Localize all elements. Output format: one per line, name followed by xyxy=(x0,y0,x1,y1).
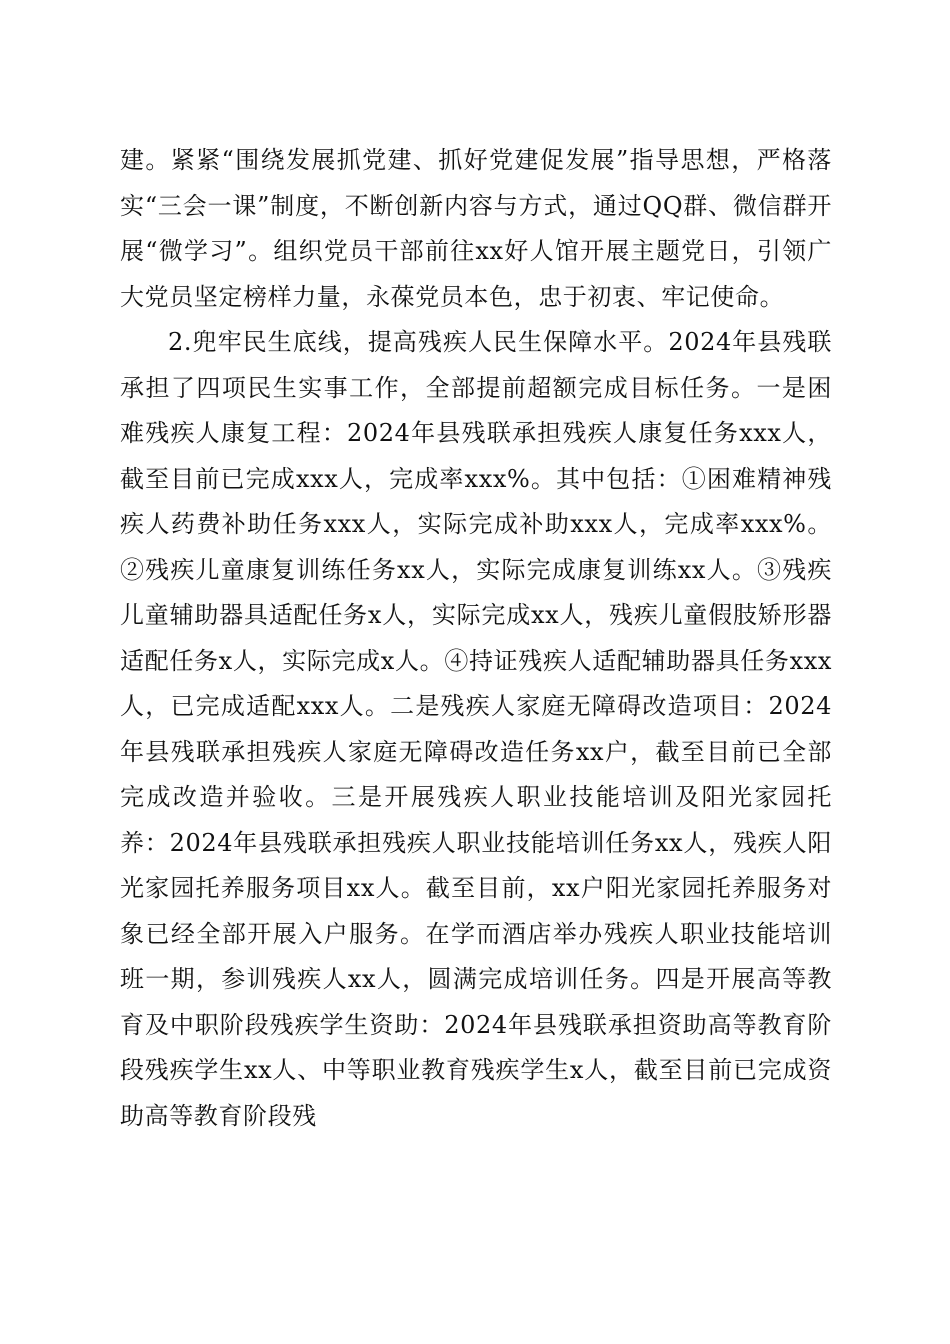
paragraph-party-building-continued: 建。紧紧“围绕发展抓党建、抓好党建促发展”指导思想，严格落实“三会一课”制度，不断创新内容与方式，通过QQ群、微信群开展“微学习”。组织党员干部前往xx好人馆开展主题党日，引领广大党员坚定榜样力量，永葆党员本色，忠于初衷、牢记使命。 xyxy=(120,146,832,311)
paragraph-livelihood-security: 2.兜牢民生底线，提高残疾人民生保障水平。2024年县残联承担了四项民生实事工作，全部提前超额完成目标任务。一是困难残疾人康复工程：2024年县残联承担残疾人康复任务xxx人，截至目前已完成xxx人，完成率xxx%。其中包括：①困难精神残疾人药费补助任务xxx人，实际完成补助xxx人，完成率xxx%。②残疾儿童康复训练任务xx人，实际完成康复训练xx人。③残疾儿童辅助器具适配任务x人，实际完成xx人，残疾儿童假肢矫形器适配任务x人，实际完成x人。④持证残疾人适配辅助器具任务xxx人，已完成适配xxx人。二是残疾人家庭无障碍改造项目：2024年县残联承担残疾人家庭无障碍改造任务xx户，截至目前已全部完成改造并验收。三是开展残疾人职业技能培训及阳光家园托养：2024年县残联承担残疾人职业技能培训任务xx人，残疾人阳光家园托养服务项目xx人。截至目前，xx户阳光家园托养服务对象已经全部开展入户服务。在学而酒店举办残疾人职业技能培训班一期，参训残疾人xx人，圆满完成培训任务。四是开展高等教育及中职阶段残疾学生资助：2024年县残联承担资助高等教育阶段残疾学生xx人、中等职业教育残疾学生x人，截至目前已完成资助高等教育阶段残 xyxy=(120,328,832,1130)
document-body xyxy=(120,138,832,1139)
